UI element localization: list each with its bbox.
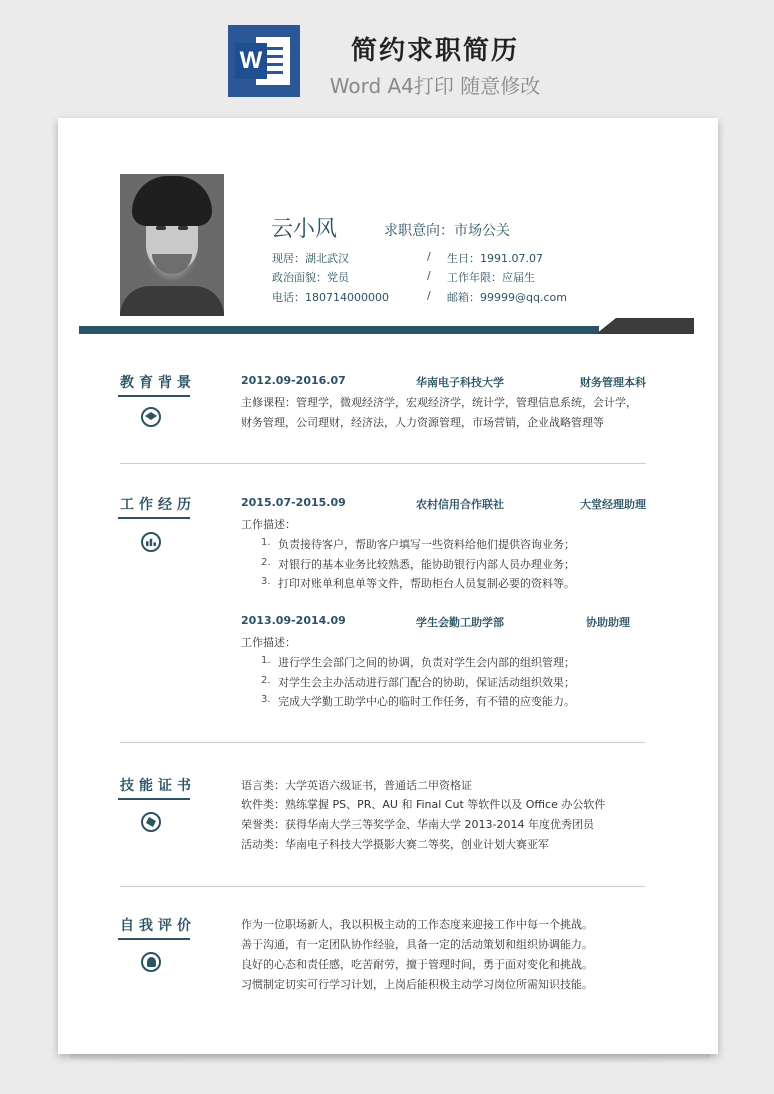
job-organization: 农村信用合作联社 <box>416 498 504 511</box>
info-separator: / <box>427 269 431 282</box>
education-school: 华南电子科技大学 <box>416 376 504 389</box>
banner-subtitle: Word A4打印 随意修改 <box>329 74 541 98</box>
section-underline <box>118 938 190 940</box>
profile-photo <box>120 174 224 316</box>
section-underline <box>118 517 190 519</box>
section-divider <box>120 463 646 464</box>
job-role: 协助助理 <box>586 616 630 629</box>
section-underline <box>118 798 190 800</box>
self-evaluation-line: 良好的心态和责任感，吃苦耐劳，擅于管理时间，勇于面对变化和挑战。 <box>241 958 593 971</box>
word-logo-icon <box>228 25 300 97</box>
info-work-years: 工作年限：应届生 <box>447 271 535 284</box>
certificate-badge-icon <box>141 812 161 832</box>
photo-eye-right <box>178 226 188 230</box>
header-bar <box>79 326 599 334</box>
education-courses-line: 主修课程：管理学，微观经济学，宏观经济学，统计学，管理信息系统，会计学， <box>241 396 637 409</box>
list-number: 2. <box>261 557 271 568</box>
job-organization: 学生会勤工助学部 <box>416 616 504 629</box>
job-duty-item: 打印对账单利息单等文件，帮助柜台人员复制必要的资料等。 <box>278 577 575 590</box>
info-separator: / <box>427 250 431 263</box>
education-courses-line: 财务管理，公司理财，经济法，人力资源管理，市场营销，企业战略管理等 <box>241 416 604 429</box>
job-role: 大堂经理助理 <box>580 498 646 511</box>
banner-title: 简约求职简历 <box>350 36 519 66</box>
education-period: 2012.09-2016.07 <box>241 374 346 387</box>
info-email: 邮箱：99999@qq.com <box>447 291 567 304</box>
bar-chart-icon <box>141 532 161 552</box>
skill-line: 荣誉类：获得华南大学三等奖学金、华南大学 2013-2014 年度优秀团员 <box>241 818 594 831</box>
job-desc-label: 工作描述： <box>241 636 296 649</box>
word-letter: W <box>235 43 267 79</box>
job-duty-item: 进行学生会部门之间的协调，负责对学生会内部的组织管理； <box>278 656 575 669</box>
job-intent: 求职意向：市场公关 <box>384 223 510 239</box>
header-bar-accent <box>596 318 694 334</box>
list-number: 3. <box>261 694 271 705</box>
banner <box>0 0 774 108</box>
education-degree: 财务管理本科 <box>580 376 646 389</box>
job-desc-label: 工作描述： <box>241 518 296 531</box>
candidate-name: 云小风 <box>271 217 338 242</box>
info-political-status: 政治面貌：党员 <box>272 271 349 284</box>
job-period: 2013.09-2014.09 <box>241 614 346 627</box>
resume-page <box>58 118 718 1054</box>
section-title-education: 教育背景 <box>120 375 196 391</box>
skill-line: 语言类：大学英语六级证书，普通话二甲资格证 <box>241 779 472 792</box>
skill-line: 活动类：华南电子科技大学摄影大赛二等奖，创业计划大赛亚军 <box>241 838 549 851</box>
job-duty-item: 完成大学勤工助学中心的临时工作任务，有不错的应变能力。 <box>278 695 575 708</box>
person-icon <box>141 952 161 972</box>
graduation-cap-icon <box>141 407 161 427</box>
list-number: 1. <box>261 655 271 666</box>
job-duty-item: 对银行的基本业务比较熟悉，能协助银行内部人员办理业务； <box>278 558 575 571</box>
section-title-skills: 技能证书 <box>120 778 196 794</box>
list-number: 2. <box>261 675 271 686</box>
photo-shirt <box>120 286 224 316</box>
section-underline <box>118 395 190 397</box>
info-location: 现居：湖北武汉 <box>272 252 349 265</box>
list-number: 3. <box>261 576 271 587</box>
info-birthday: 生日：1991.07.07 <box>447 252 543 265</box>
job-duty-item: 负责接待客户，帮助客户填写一些资料给他们提供咨询业务； <box>278 538 575 551</box>
photo-hair <box>132 176 212 226</box>
section-title-work: 工作经历 <box>120 497 196 513</box>
list-number: 1. <box>261 537 271 548</box>
photo-beard <box>152 254 192 274</box>
job-period: 2015.07-2015.09 <box>241 496 346 509</box>
self-evaluation-line: 善于沟通，有一定团队协作经验，具备一定的活动策划和组织协调能力。 <box>241 938 593 951</box>
section-divider <box>120 742 646 743</box>
section-divider <box>120 886 646 887</box>
self-evaluation-line: 习惯制定切实可行学习计划，上岗后能积极主动学习岗位所需知识技能。 <box>241 978 593 991</box>
skill-line: 软件类：熟练掌握 PS、PR、AU 和 Final Cut 等软件以及 Office 办公软件 <box>241 798 606 811</box>
self-evaluation-line: 作为一位职场新人，我以积极主动的工作态度来迎接工作中每一个挑战。 <box>241 918 593 931</box>
photo-eye-left <box>156 226 166 230</box>
info-separator: / <box>427 289 431 302</box>
section-title-self-evaluation: 自我评价 <box>120 918 196 934</box>
job-duty-item: 对学生会主办活动进行部门配合的协助，保证活动组织效果； <box>278 676 575 689</box>
info-phone: 电话：180714000000 <box>272 291 389 304</box>
